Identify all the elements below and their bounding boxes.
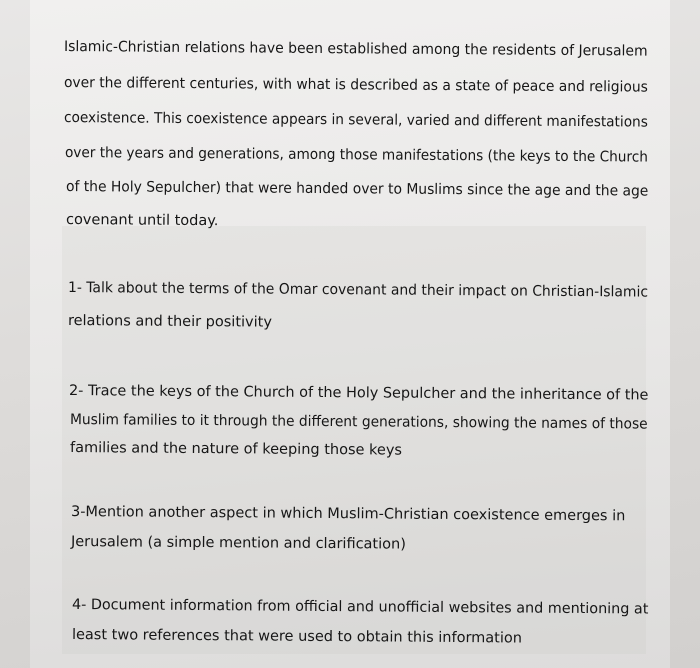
intro-line-2: over the different centuries, with what is described as a state of peace and religious: [63, 75, 648, 96]
question-3-line-1: 3-Mention another aspect in which Muslim-Christian coexistence emerges in: [70, 504, 626, 525]
intro-line-3: coexistence. This coexistence appears in several, varied and different manifestations: [63, 110, 648, 131]
intro-line-1: Islamic-Christian relations have been established among the residents of Jerusalem: [63, 39, 648, 60]
intro-line-4: over the years and generations, among those manifestations (the keys to the Church: [64, 145, 648, 166]
question-1-line-2: relations and their positivity: [67, 313, 273, 331]
intro-line-5: of the Holy Sepulcher) that were handed over to Muslims since the age and the age: [65, 179, 649, 200]
question-3-line-2: Jerusalem (a simple mention and clarification): [70, 534, 406, 553]
question-2-line-1: 2- Trace the keys of the Church of the Holy Sepulcher and the inheritance of the: [68, 383, 649, 404]
question-1-line-1: 1- Talk about the terms of the Omar covenant and their impact on Christian-Islamic: [67, 280, 649, 301]
question-2-line-2: Muslim families to it through the different generations, showing the names of those: [69, 412, 648, 433]
question-4-line-2: least two references that were used to obtain this information: [71, 627, 523, 647]
question-2-line-3: families and the nature of keeping those keys: [69, 440, 403, 459]
question-4-line-1: 4- Document information from official and unofficial websites and mentioning at: [71, 597, 649, 618]
intro-line-6: covenant until today.: [65, 212, 219, 230]
